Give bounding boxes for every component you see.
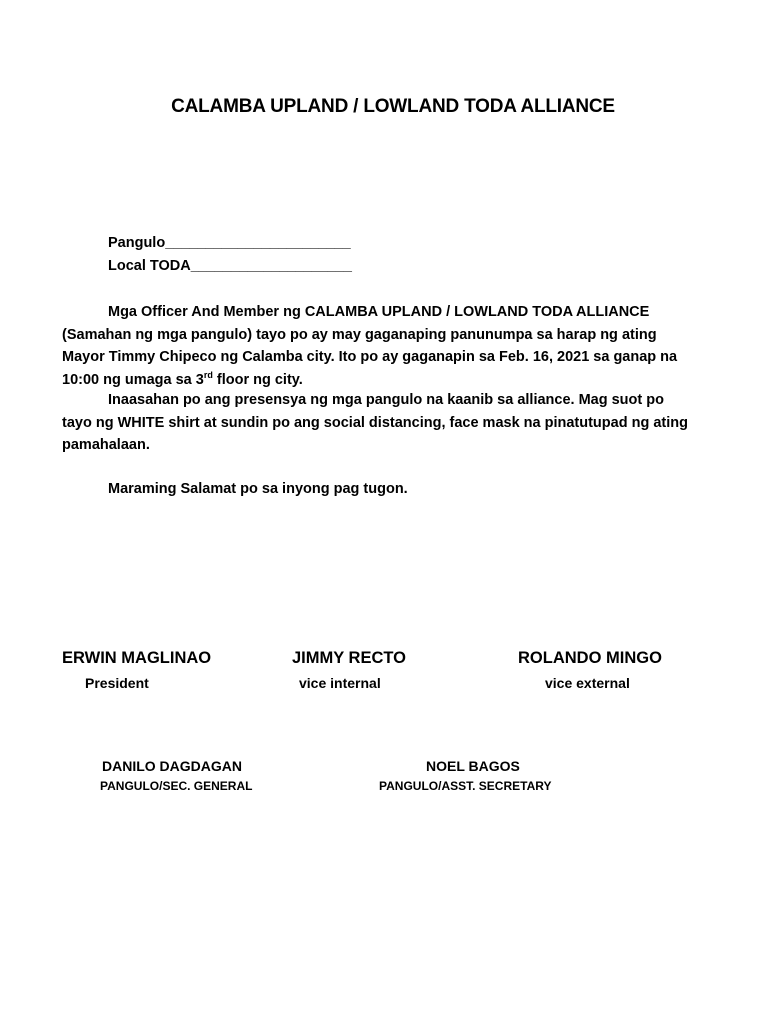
signatory-role: PANGULO/SEC. GENERAL	[100, 779, 253, 793]
pangulo-field: Pangulo_______________________	[108, 235, 351, 251]
paragraph-2-line-1: Inaasahan po ang presensya ng mga pangulo na kaanib sa alliance. Mag suot po	[108, 392, 664, 408]
paragraph-1-line-2: (Samahan ng mga pangulo) tayo po ay may gaganaping panunumpa sa harap ng ating	[62, 326, 657, 343]
local-toda-field: Local TODA____________________	[108, 258, 353, 274]
signatory-role: vice external	[545, 675, 630, 691]
paragraph-2-line-2: tayo ng WHITE shirt at sundin po ang social distancing, face mask na pinatutupad ng ating	[62, 414, 688, 431]
signatory-name: JIMMY RECTO	[292, 649, 406, 667]
paragraph-attire	[62, 389, 722, 457]
ordinal-suffix: rd	[203, 369, 213, 380]
signatory-role: PANGULO/ASST. SECRETARY	[379, 779, 552, 793]
signatory-name: NOEL BAGOS	[426, 758, 520, 774]
document-title: CALAMBA UPLAND / LOWLAND TODA ALLIANCE	[171, 96, 615, 117]
paragraph-invitation	[62, 301, 722, 391]
signatory-name: ERWIN MAGLINAO	[62, 649, 212, 667]
paragraph-1-line-4-post: floor ng city.	[212, 371, 303, 388]
paragraph-2-line-3: pamahalaan.	[62, 437, 150, 453]
signatory-name: DANILO DAGDAGAN	[102, 758, 242, 774]
paragraph-1-line-4-pre: 10:00 ng umaga sa 3	[62, 371, 204, 388]
signatory-name: ROLANDO MINGO	[518, 649, 662, 667]
signatory-role: vice internal	[299, 675, 381, 691]
paragraph-1-line-1: Mga Officer And Member ng CALAMBA UPLAND / LOWLAND TODA ALLIANCE	[108, 304, 650, 320]
closing-paragraph: Maraming Salamat po sa inyong pag tugon.	[108, 481, 408, 497]
signatory-role: President	[85, 675, 149, 691]
paragraph-1-line-3: Mayor Timmy Chipeco ng Calamba city. Ito po ay gaganapin sa Feb. 16, 2021 sa ganap na	[62, 349, 678, 365]
